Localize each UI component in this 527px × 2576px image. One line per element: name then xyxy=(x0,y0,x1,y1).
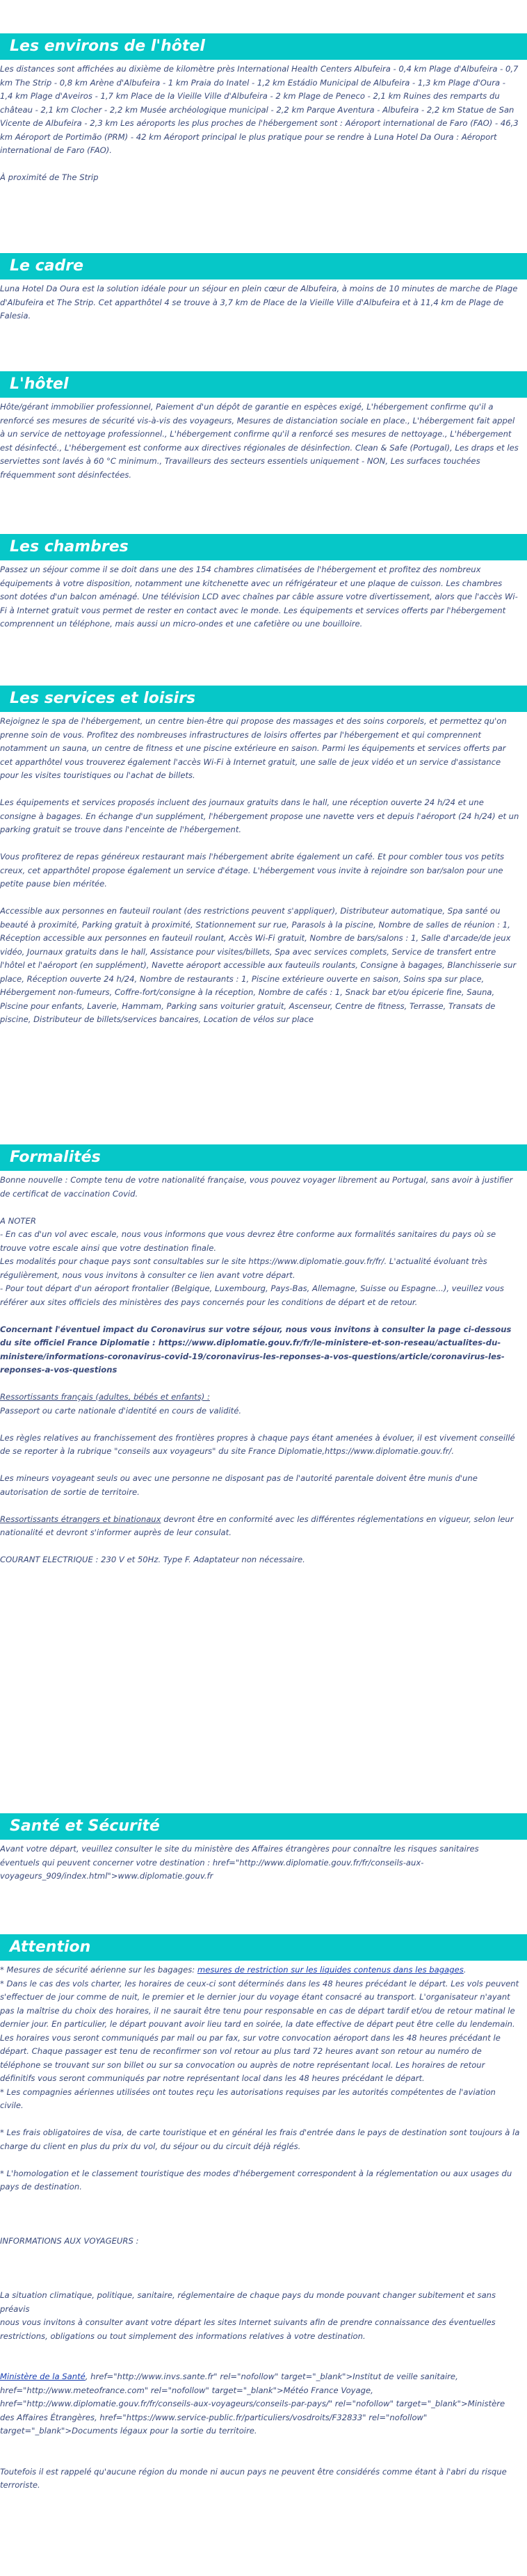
attention-text-1 xyxy=(0,1963,520,1977)
liquids-restriction-link[interactable]: mesures de restriction sur les liquides contenus dans les bagages xyxy=(197,1965,464,1975)
sante-section-body xyxy=(0,1842,520,1884)
chambres-text: Passez un séjour comme il se doit dans une des 154 chambres climatisées de l'hébergement et profitez des nombreux équipements à votre disposition, notamment une kitchenette avec un réfrigérateur et une plaque de cuisson. Les chambres sont dotées d'un balcon aménagé. Une télévision LCD avec chaînes par câble assure votre divertissement, alors que l'accès Wi-Fi à Internet gratuit vous permet de rester en contact avec le monde. Les équipements et services offerts par l'hébergement comprennent un téléphone, mais aussi un micro-ondes et une cafetière ou une bouilloire. xyxy=(0,565,518,629)
section-title-formalites: Formalités xyxy=(0,1144,527,1171)
formalites-power-text: COURANT ELECTRIQUE : 230 V et 50Hz. Type F. Adaptateur non nécessaire. xyxy=(0,1555,305,1564)
attention-section-body xyxy=(0,1963,520,2493)
section-title-cadre: Le cadre xyxy=(0,253,527,280)
services-amenities-list: Accessible aux personnes en fauteuil roulant (des restrictions peuvent s'appliquer), Distributeur automatique, Spa santé ou beauté à proximité, Parking gratuit à proximité, Stationnement sur rue, Parasols à la piscine, Nombre de salles de réunion : 1, Réception accessible aux personnes en fauteuil roulant, Accès Wi-Fi gratuit, Nombre de bars/salons : 1, Salle d'arcade/de jeux vidéo, Journaux gratuits dans le hall, Assistance pour visites/billets, Spa avec services complets, Service de transfert entre l'hôtel et l'aéroport (en supplément), Navette aéroport accessible aux fauteuils roulants, Consigne à bagages, Blanchisserie sur place, Réception ouverte 24 h/24, Nombre de restaurants : 1, Piscine extérieure ouverte en saison, Soins spa sur place, Hébergement non-fumeurs, Coffre-fort/consigne à la réception, Nombre de cafés : 1, Snack bar et/ou épicerie fine, Sauna, Piscine pour enfants, Laverie, Hammam, Parking sans voiturier gratuit, Ascenseur, Centre de fitness, Terrasse, Transats de piscine, Distributeur de billets/services bancaires, Location de vélos sur place xyxy=(0,906,517,1024)
cadre-text: Luna Hotel Da Oura est la solution idéale pour un séjour en plein cœur de Albufeira, à moins de 10 minutes de marche de Plage d'Albufeira et The Strip. Cet apparthôtel 4 se trouve à 3,7 km de Place de la Vieille Ville d'Albufeira et à 11,4 km de Plage de Falesia. xyxy=(0,284,518,321)
formalites-foreigners-body: devront être en conformité avec les différentes réglementations en vigueur, selon leur nationalité et devront s'informer auprès de leur consulat. xyxy=(0,1514,514,1537)
attention-text-2: * Dans le cas des vols charter, les horaires de ceux-ci sont déterminés dans les 48 heures précédant le départ. Les vols peuvent s'effectuer de jour comme de nuit, le premier et le dernier jour du voyage étant consacré au transport. L'organisateur n'ayant pas la maîtrise du choix des horaires, il ne saurait être tenu pour responsable en cas de départ tardif et/ou de retour matinal le dernier jour. En particulier, le départ pouvant avoir lieu tard en soirée, la date effective de départ peut être celle du lendemain. Les horaires vous seront communiqués par mail ou par fax, sur votre convocation aéroport dans les 48 heures précédant le départ. Chaque passager est tenu de reconfirmer son vol retour au plus tard 72 heures avant son retour au numéro de téléphone se trouvant sur son billet ou sur sa convocation ou auprès de notre représentant local. Les horaires de retour définitifs vous seront communiqués par notre représentant local dans les 48 heures précédant le départ. xyxy=(0,1978,519,2083)
attention-security-label: * Mesures de sécurité aérienne sur les bagages: xyxy=(0,1965,197,1975)
attention-links-text xyxy=(0,2370,520,2438)
services-section-body xyxy=(0,715,520,1027)
hotel-section-body xyxy=(0,400,520,482)
formalites-text-1: Bonne nouvelle : Compte tenu de votre nationalité française, vous pouvez voyager librement au Portugal, sans avoir à justifier de certificat de vaccination Covid. xyxy=(0,1175,513,1199)
formalites-note-1: - En cas d'un vol avec escale, nous vous informons que vous devrez être conforme aux formalités sanitaires du pays où se trouve votre escale ainsi que votre destination finale. xyxy=(0,1229,496,1253)
cadre-section-body xyxy=(0,282,520,323)
attention-text-5: * L'homologation et le classement touristique des modes d'hébergement correspondent à la réglementation ou aux usages du pays de destination. xyxy=(0,2168,512,2192)
formalites-french-nationals-text: Passeport ou carte nationale d'identité en cours de validité. xyxy=(0,1405,242,1416)
formalites-covid-text: Concernant l'éventuel impact du Coronavirus sur votre séjour, nous vous invitons à consulter la page ci-dessous du site officiel France Diplomatie : https://www.diplomatie.gouv.fr/fr/le-ministere-et-son-reseau/actualites-du-ministere/informations-coronavirus-covid-19/coronavirus-les-reponses-a-vos-questions/article/coronavirus-les-reponses-a-vos-questions xyxy=(0,1324,512,1375)
ministere-sante-link[interactable]: Ministère de la Santé xyxy=(0,2372,86,2381)
attention-terrorism-text: Toutefois il est rappelé qu'aucune région du monde ni aucun pays ne peuvent être considérés comme étant à l'abri du risque terroriste. xyxy=(0,2466,507,2490)
section-title-sante: Santé et Sécurité xyxy=(0,1813,527,1840)
formalites-section-body xyxy=(0,1174,520,1567)
formalites-note-2: Les modalités pour chaque pays sont consultables sur le site https://www.diplomatie.gouv.fr/fr/. L'actualité évoluant très régulièrement, nous vous invitons à consulter ce lien avant votre départ. xyxy=(0,1256,487,1280)
sante-text: Avant votre départ, veuillez consulter le site du ministère des Affaires étrangères pour connaître les risques sanitaires éventuels qui peuvent concerner votre destination : href="http://www.diplomatie.gouv.fr/fr/conseils-aux-voyageurs_909/index.html">www.diplomatie.gouv.fr xyxy=(0,1844,479,1881)
section-title-services: Les services et loisirs xyxy=(0,686,527,712)
services-text-3: Vous profiterez de repas généreux restaurant mais l'hébergement abrite également un café. Et pour combler tous vos petits creux, cet apparthôtel propose également un service d'étage. L'hébergement vous invite à rejoindre son bar/salon pour une petite pause bien méritée. xyxy=(0,852,505,889)
formalites-note-3: - Pour tout départ d'un aéroport frontalier (Belgique, Luxembourg, Pays-Bas, Allemagne, Suisse ou Espagne...), veuillez vous référer aux sites officiels des ministères des pays concernés pour les conditions de départ et de retour. xyxy=(0,1283,504,1307)
formalites-foreigners-text xyxy=(0,1513,520,1540)
attention-text-4: * Les frais obligatoires de visa, de carte touristique et en général les frais d'entrée dans le pays de destination sont toujours à la charge du client en plus du prix du vol, du séjour ou du circuit déjà réglés. xyxy=(0,2128,520,2151)
environs-section-body xyxy=(0,63,520,185)
services-text-1: Rejoignez le spa de l'hébergement, un centre bien-être qui propose des massages et des soins corporels, et permettez qu'on prenne soin de vous. Profitez des nombreuses infrastructures de loisirs offertes par l'hébergement et qui comprennent notamment un sauna, un centre de fitness et une piscine extérieure en saison. Parmi les équipements et services offerts par cet apparthôtel vous trouverez également l'accès Wi-Fi à Internet gratuit, une salle de jeux vidéo et un service d'assistance pour les visites touristiques ou l'achat de billets. xyxy=(0,716,507,780)
environs-text: Les distances sont affichées au dixième de kilomètre près International Health Centers Albufeira - 0,4 km Plage d'Albufeira - 0,7 km The Strip - 0,8 km Arène d'Albufeira - 1 km Praia do Inatel - 1,2 km Estádio Municipal de Albufeira - 1,3 km Plage d'Oura - 1,4 km Plage d'Aveiros - 1,7 km Place de la Vieille Ville d'Albufeira - 2 km Plage de Peneco - 2,1 km Ruines des remparts du château - 2,1 km Clocher - 2,2 km Musée archéologique municipal - 2,2 km Parque Aventura - Albufeira - 2,2 km Statue de San Vicente de Albufeira - 2,3 km Les aéroports les plus proches de l'hébergement sont : Aéroport international de Faro (FAO) - 46,3 km Aéroport de Portimão (PRM) - 42 km Aéroport principal le plus pratique pour se rendre à Luna Hotel Da Oura : Aéroport international de Faro (FAO). xyxy=(0,64,519,155)
section-title-hotel: L'hôtel xyxy=(0,371,527,398)
attention-text-7: La situation climatique, politique, sanitaire, réglementaire de chaque pays du monde pouvant changer subitement et sans préavis xyxy=(0,2290,496,2314)
formalites-foreigners-heading: Ressortissants étrangers et binationaux xyxy=(0,1514,161,1524)
hotel-text: Hôte/gérant immobilier professionnel, Paiement d'un dépôt de garantie en espèces exigé, L'hébergement confirme qu'il a renforcé ses mesures de sécurité vis-à-vis des voyageurs, Mesures de distanciation sociale en place., L'hébergement fait appel à un service de nettoyage professionnel., L'hébergement confirme qu'il a renforcé ses mesures de nettoyage., L'hébergement est désinfecté., L'hébergement est conforme aux directives régionales de désinfection. Clean & Safe (Portugal), Les draps et les serviettes sont lavés à 60 °C minimum., Travailleurs des secteurs essentiels uniquement - NON, Les surfaces touchées fréquemment sont désinfectées. xyxy=(0,402,519,480)
formalites-borders-text: Les règles relatives au franchissement des frontières propres à chaque pays étant amenées à évoluer, il est vivement conseillé de se reporter à la rubrique "conseils aux voyageurs" du site France Diplomatie,https://www.diplomatie.gouv.fr/. xyxy=(0,1432,515,1456)
attention-security-end: . xyxy=(463,1965,467,1975)
services-text-2: Les équipements et services proposés incluent des journaux gratuits dans le hall, une réception ouverte 24 h/24 et une consigne à bagages. En échange d'un supplément, l'hébergement propose une navette vers et depuis l'aéroport (24 h/24) et un parking gratuit se trouve dans l'enceinte de l'hébergement. xyxy=(0,797,519,834)
formalites-note-heading: A NOTER xyxy=(0,1215,36,1226)
attention-text-3: * Les compagnies aériennes utilisées ont toutes reçu les autorisations requises par les autorités compétentes de l'aviation civile. xyxy=(0,2087,496,2110)
formalites-french-nationals-heading: Ressortissants français (adultes, bébés et enfants) : xyxy=(0,1392,210,1402)
attention-text-8: nous vous invitons à consulter avant votre départ les sites Internet suivants afin de prendre connaissance des éventuelles restrictions, obligations ou tout simplement des informations relatives à votre destination. xyxy=(0,2317,496,2341)
attention-info-heading: INFORMATIONS AUX VOYAGEURS : xyxy=(0,2236,139,2246)
section-title-chambres: Les chambres xyxy=(0,534,527,560)
section-title-environs: Les environs de l'hôtel xyxy=(0,33,527,60)
formalites-minors-text: Les mineurs voyageant seuls ou avec une personne ne disposant pas de l'autorité parentale doivent être munis d'une autorisation de sortie de territoire. xyxy=(0,1473,478,1497)
section-title-attention: Attention xyxy=(0,1934,527,1961)
chambres-section-body xyxy=(0,563,520,631)
attention-links-rest: , href="http://www.invs.sante.fr" rel="nofollow" target="_blank">Institut de veille sanitaire, href="http://www.meteofrance.com" rel="nofollow" target="_blank">Météo France Voyage, href="http://www.diplomatie.gouv.fr/fr/conseils-aux-voyageurs/conseils-par-pays/" rel="nofollow" target="_blank">Ministère des Affaires Étrangères, href="https://www.service-public.fr/particuliers/vosdroits/F32833" rel="nofollow" target="_blank">Documents légaux pour la sortie du territoire. xyxy=(0,2372,505,2436)
environs-proximity: À proximité de The Strip xyxy=(0,172,99,182)
